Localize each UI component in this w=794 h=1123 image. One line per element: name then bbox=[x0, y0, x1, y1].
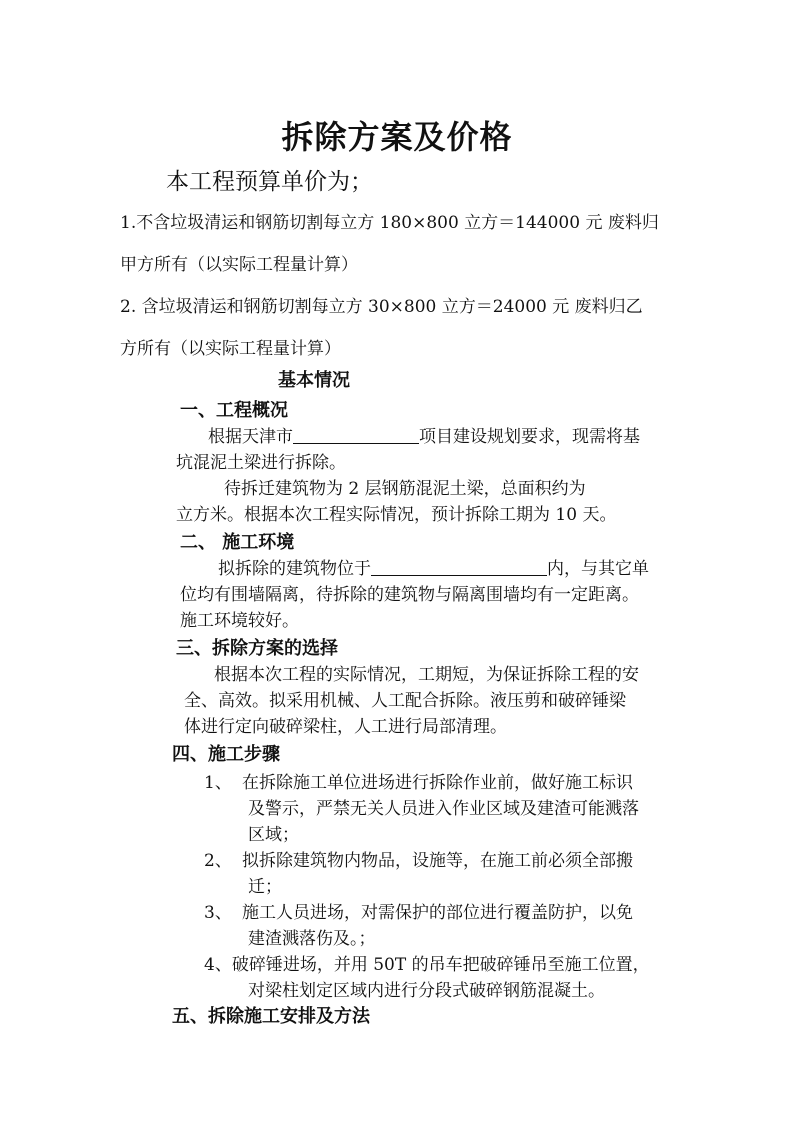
step-3-line-2: 建渣溅落伤及。； bbox=[248, 929, 376, 949]
step-2-line-2: 迁； bbox=[248, 877, 282, 897]
price-item-1-line-2: 甲方所有（以实际工程量计算） bbox=[120, 255, 358, 275]
text: 拟拆除的建筑物位于 bbox=[218, 559, 371, 579]
section-4-heading: 四、施工步骤 bbox=[172, 744, 280, 765]
step-4-line-2: 对梁柱划定区域内进行分段式破碎钢筋混凝土。 bbox=[248, 981, 605, 1001]
blank-location bbox=[371, 558, 547, 576]
budget-heading: 本工程预算单价为； bbox=[166, 169, 373, 195]
section-2-para-line-3: 施工环境较好。 bbox=[180, 611, 299, 631]
section-2-para-line-2: 位均有围墙隔离，待拆除的建筑物与隔离围墙均有一定距离。 bbox=[180, 585, 639, 605]
step-3-line-1: 施工人员进场，对需保护的部位进行覆盖防护，以免 bbox=[242, 903, 633, 923]
section-3-heading: 三、拆除方案的选择 bbox=[176, 638, 338, 659]
text: 根据天津市 bbox=[208, 427, 293, 447]
section-1-para-1-line-1 bbox=[208, 422, 640, 447]
document-title: 拆除方案及价格 bbox=[281, 118, 513, 156]
section-2-para-line-1 bbox=[218, 554, 649, 579]
text: 内，与其它单 bbox=[547, 559, 649, 579]
section-3-para-line-2: 全、高效。拟采用机械、人工配合拆除。液压剪和破碎锤梁 bbox=[184, 691, 626, 711]
section-3-para-line-3: 体进行定向破碎梁柱，人工进行局部清理。 bbox=[184, 717, 507, 737]
price-item-2-line-2: 方所有（以实际工程量计算） bbox=[120, 339, 341, 359]
section-1-para-2-line-2: 立方米。根据本次工程实际情况，预计拆除工期为 10 天。 bbox=[176, 505, 617, 525]
section-2-heading: 二、 施工环境 bbox=[180, 532, 295, 553]
step-1-line-1: 在拆除施工单位进场进行拆除作业前，做好施工标识 bbox=[242, 773, 633, 793]
section-3-para-line-1: 根据本次工程的实际情况，工期短，为保证拆除工程的安 bbox=[214, 665, 639, 685]
step-3-number: 3、 bbox=[204, 903, 232, 923]
blank-project-name bbox=[293, 426, 419, 444]
step-1-number: 1、 bbox=[204, 773, 232, 793]
section-5-heading: 五、拆除施工安排及方法 bbox=[172, 1006, 370, 1027]
step-1-line-3: 区域； bbox=[248, 825, 299, 845]
price-item-2-line-1: 2. 含垃圾清运和钢筋切割每立方 30×800 立方＝24000 元 废料归乙 bbox=[120, 297, 643, 317]
step-4-line-1: 4、破碎锤进场，并用 50T 的吊车把破碎锤吊至施工位置， bbox=[204, 955, 650, 975]
text: 项目建设规划要求，现需将基 bbox=[419, 427, 640, 447]
basic-info-heading: 基本情况 bbox=[278, 370, 350, 391]
step-1-line-2: 及警示，严禁无关人员进入作业区域及建渣可能溅落 bbox=[248, 799, 639, 819]
section-1-heading: 一、工程概况 bbox=[180, 400, 288, 421]
price-item-1-line-1: 1.不含垃圾清运和钢筋切割每立方 180×800 立方＝144000 元 废料归 bbox=[120, 213, 659, 233]
step-2-line-1: 拟拆除建筑物内物品，设施等，在施工前必须全部搬 bbox=[242, 851, 633, 871]
step-2-number: 2、 bbox=[204, 851, 232, 871]
section-1-para-2-line-1: 待拆迁建筑物为 2 层钢筋混泥土梁，总面积约为 bbox=[224, 479, 586, 499]
section-1-para-1-line-2: 坑混泥土梁进行拆除。 bbox=[176, 453, 346, 473]
